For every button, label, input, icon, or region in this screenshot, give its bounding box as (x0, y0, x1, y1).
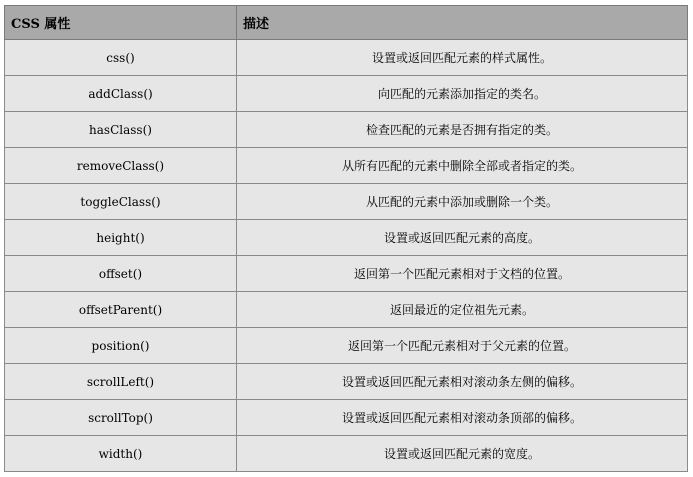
method-name: scrollLeft() (5, 364, 237, 400)
table-row (5, 328, 688, 364)
method-description: 设置或返回匹配元素的样式属性。 (237, 40, 688, 76)
table-row (5, 400, 688, 436)
table-row (5, 148, 688, 184)
method-name: offset() (5, 256, 237, 292)
method-description: 返回最近的定位祖先元素。 (237, 292, 688, 328)
method-description: 设置或返回匹配元素相对滚动条顶部的偏移。 (237, 400, 688, 436)
method-description: 设置或返回匹配元素相对滚动条左侧的偏移。 (237, 364, 688, 400)
method-description: 从所有匹配的元素中删除全部或者指定的类。 (237, 148, 688, 184)
method-name: hasClass() (5, 112, 237, 148)
method-name: addClass() (5, 76, 237, 112)
table-row (5, 220, 688, 256)
method-name: position() (5, 328, 237, 364)
method-name: height() (5, 220, 237, 256)
method-name: scrollTop() (5, 400, 237, 436)
table-row (5, 40, 688, 76)
css-methods-table-wrapper (4, 5, 687, 472)
table-row (5, 292, 688, 328)
table-row (5, 112, 688, 148)
method-description: 返回第一个匹配元素相对于父元素的位置。 (237, 328, 688, 364)
table-row (5, 184, 688, 220)
method-description: 从匹配的元素中添加或删除一个类。 (237, 184, 688, 220)
table-row (5, 364, 688, 400)
header-css-property: CSS 属性 (5, 6, 237, 40)
table-body (5, 40, 688, 472)
table-row (5, 76, 688, 112)
css-methods-table (4, 5, 688, 472)
table-row (5, 256, 688, 292)
method-description: 检查匹配的元素是否拥有指定的类。 (237, 112, 688, 148)
method-name: width() (5, 436, 237, 472)
method-description: 向匹配的元素添加指定的类名。 (237, 76, 688, 112)
method-description: 返回第一个匹配元素相对于文档的位置。 (237, 256, 688, 292)
method-description: 设置或返回匹配元素的宽度。 (237, 436, 688, 472)
table-row (5, 436, 688, 472)
method-name: toggleClass() (5, 184, 237, 220)
method-description: 设置或返回匹配元素的高度。 (237, 220, 688, 256)
header-description: 描述 (237, 6, 688, 40)
method-name: removeClass() (5, 148, 237, 184)
header-row (5, 6, 688, 40)
method-name: css() (5, 40, 237, 76)
table-header (5, 6, 688, 40)
method-name: offsetParent() (5, 292, 237, 328)
